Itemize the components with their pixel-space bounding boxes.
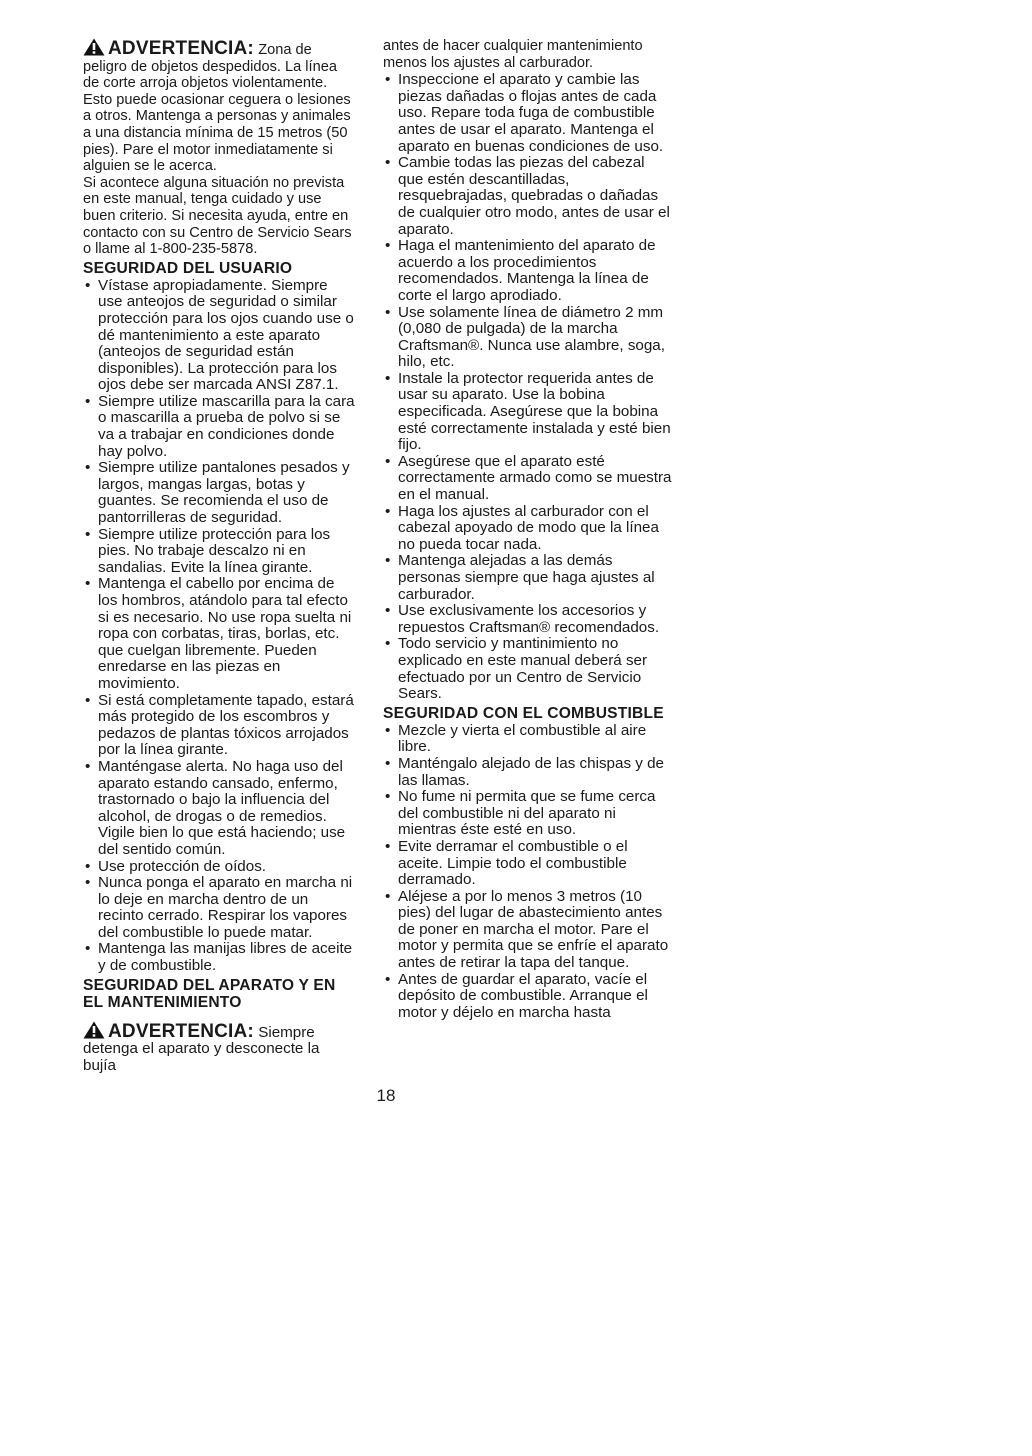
warning-maintenance	[83, 1021, 355, 1075]
warning-text: Zona de peligro de objetos despedidos. La línea de corte arroja objetos violentamente. Esto puede ocasionar ceguera o lesiones a otros. Mantenga a personas y animales a una distancia mínima de 15 metros (50 pies). Pare el motor inmediatamente si alguien se le acerca.	[83, 42, 351, 175]
list-item: • Aléjese a por lo menos 3 metros (10 pies) del lugar de abastecimiento antes de poner en marcha el motor. Pare el motor y permita que se enfríe el aparato antes de retirar la tapa del tanque.	[383, 889, 673, 972]
section-heading-user-safety: SEGURIDAD DEL USUARIO	[83, 259, 293, 277]
list-item: • Mezcle y vierta el combustible al aire libre.	[383, 723, 673, 756]
warning-text: Siempre detenga el aparato y desconecte la bujía	[83, 1023, 320, 1074]
user-safety-list	[83, 278, 355, 975]
right-column	[383, 38, 673, 1021]
warning-label: ADVERTENCIA:	[108, 38, 254, 59]
list-item: • Haga el mantenimiento del aparato de acuerdo a los procedimientos recomendados. Mantenga la línea de corte el largo aprodiado.	[383, 238, 673, 304]
list-item: • Vístase apropiadamente. Siempre use anteojos de seguridad o similar protección para los ojos cuando use o dé mantenimiento a este aparato (anteojos de seguridad están disponibles). La protección para los ojos debe ser marcada ANSI Z87.1.	[83, 278, 355, 394]
section-heading-maintenance: SEGURIDAD DEL APARATO Y EN EL MANTENIMIENTO	[83, 976, 336, 1011]
list-item: • Mantenga las manijas libres de aceite y de combustible.	[83, 941, 355, 974]
left-column	[83, 38, 355, 1074]
list-item: • Haga los ajustes al carburador con el cabezal apoyado de modo que la línea no pueda tocar nada.	[383, 504, 673, 554]
list-item: • Use exclusivamente los accesorios y repuestos Craftsman® recomendados.	[383, 603, 673, 636]
list-item: • Manténgalo alejado de las chispas y de las llamas.	[383, 756, 673, 789]
continuation-text: antes de hacer cualquier mantenimiento menos los ajustes al carburador.	[383, 38, 643, 71]
list-item: • Todo servicio y mantinimiento no explicado en este manual deberá ser efectuado por un Centro de Servicio Sears.	[383, 636, 673, 702]
list-item: • Asegúrese que el aparato esté correctamente armado como se muestra en el manual.	[383, 454, 673, 504]
list-item: • Mantenga el cabello por encima de los hombros, atándolo para tal efecto si es necesario. No use ropa suelta ni ropa con corbatas, tiras, borlas, etc. que cuelgan libremente. Pueden enredarse en las piezas en movimiento.	[83, 576, 355, 692]
list-item: • Cambie todas las piezas del cabezal que estén descantilladas, resquebrajadas, quebradas o dañadas de cualquier otro modo, antes de usar el aparato.	[383, 155, 673, 238]
list-item: • No fume ni permita que se fume cerca del combustible ni del aparato ni mientras éste esté en uso.	[383, 789, 673, 839]
maintenance-list	[383, 72, 673, 703]
list-item: • Siempre utilize mascarilla para la cara o mascarilla a prueba de polvo si se va a trabajar en condiciones donde hay polvo.	[83, 394, 355, 460]
list-item: • Evite derramar el combustible o el aceite. Limpie todo el combustible derramado.	[383, 839, 673, 889]
list-item: • Inspeccione el aparato y cambie las piezas dañadas o flojas antes de cada uso. Repare toda fuga de combustible antes de usar el aparato. Mantenga el aparato en buenas condiciones de uso.	[383, 72, 673, 155]
warning-throw-hazard	[83, 38, 355, 175]
list-item: • Siempre utilize pantalones pesados y largos, mangas largas, botas y guantes. Se recomienda el uso de pantorrilleras de seguridad.	[83, 460, 355, 526]
warning-triangle-icon	[83, 1021, 105, 1039]
list-item: • Si está completamente tapado, estará más protegido de los escombros y pedazos de plantas tóxicos arrojados por la línea girante.	[83, 693, 355, 759]
list-item: • Siempre utilize protección para los pies. No trabaje descalzo ni en sandalias. Evite la línea girante.	[83, 527, 355, 577]
list-item: • Instale la protector requerida antes de usar su aparato. Use la bobina especificada. Asegúrese que la bobina esté correctamente instalada y esté bien fijo.	[383, 371, 673, 454]
warning-label: ADVERTENCIA:	[108, 1020, 254, 1042]
list-item: • Use protección de oídos.	[83, 859, 355, 876]
section-heading-fuel-safety: SEGURIDAD CON EL COMBUSTIBLE	[383, 704, 664, 722]
list-item: • Use solamente línea de diámetro 2 mm (0,080 de pulgada) de la marcha Craftsman®. Nunca use alambre, soga, hilo, etc.	[383, 305, 673, 371]
intro-paragraph: Si acontece alguna situación no prevista en este manual, tenga cuidado y use buen criterio. Si necesita ayuda, entre en contacto con su Centro de Servicio Sears o llame al 1-800-235-5878.	[83, 174, 352, 258]
page-number: 18	[376, 1086, 396, 1105]
list-item: • Mantenga alejadas a las demás personas siempre que haga ajustes al carburador.	[383, 553, 673, 603]
list-item: • Antes de guardar el aparato, vacíe el depósito de combustible. Arranque el motor y déjelo en marcha hasta	[383, 972, 673, 1022]
list-item: • Nunca ponga el aparato en marcha ni lo deje en marcha dentro de un recinto cerrado. Respirar los vapores del combustible lo puede matar.	[83, 875, 355, 941]
fuel-safety-list	[383, 723, 673, 1022]
list-item: • Manténgase alerta. No haga uso del aparato estando cansado, enfermo, trastornado o bajo la influencia del alcohol, de drogas o de remedios. Vigile bien lo que está haciendo; use del sentido común.	[83, 759, 355, 859]
warning-triangle-icon	[83, 38, 105, 56]
